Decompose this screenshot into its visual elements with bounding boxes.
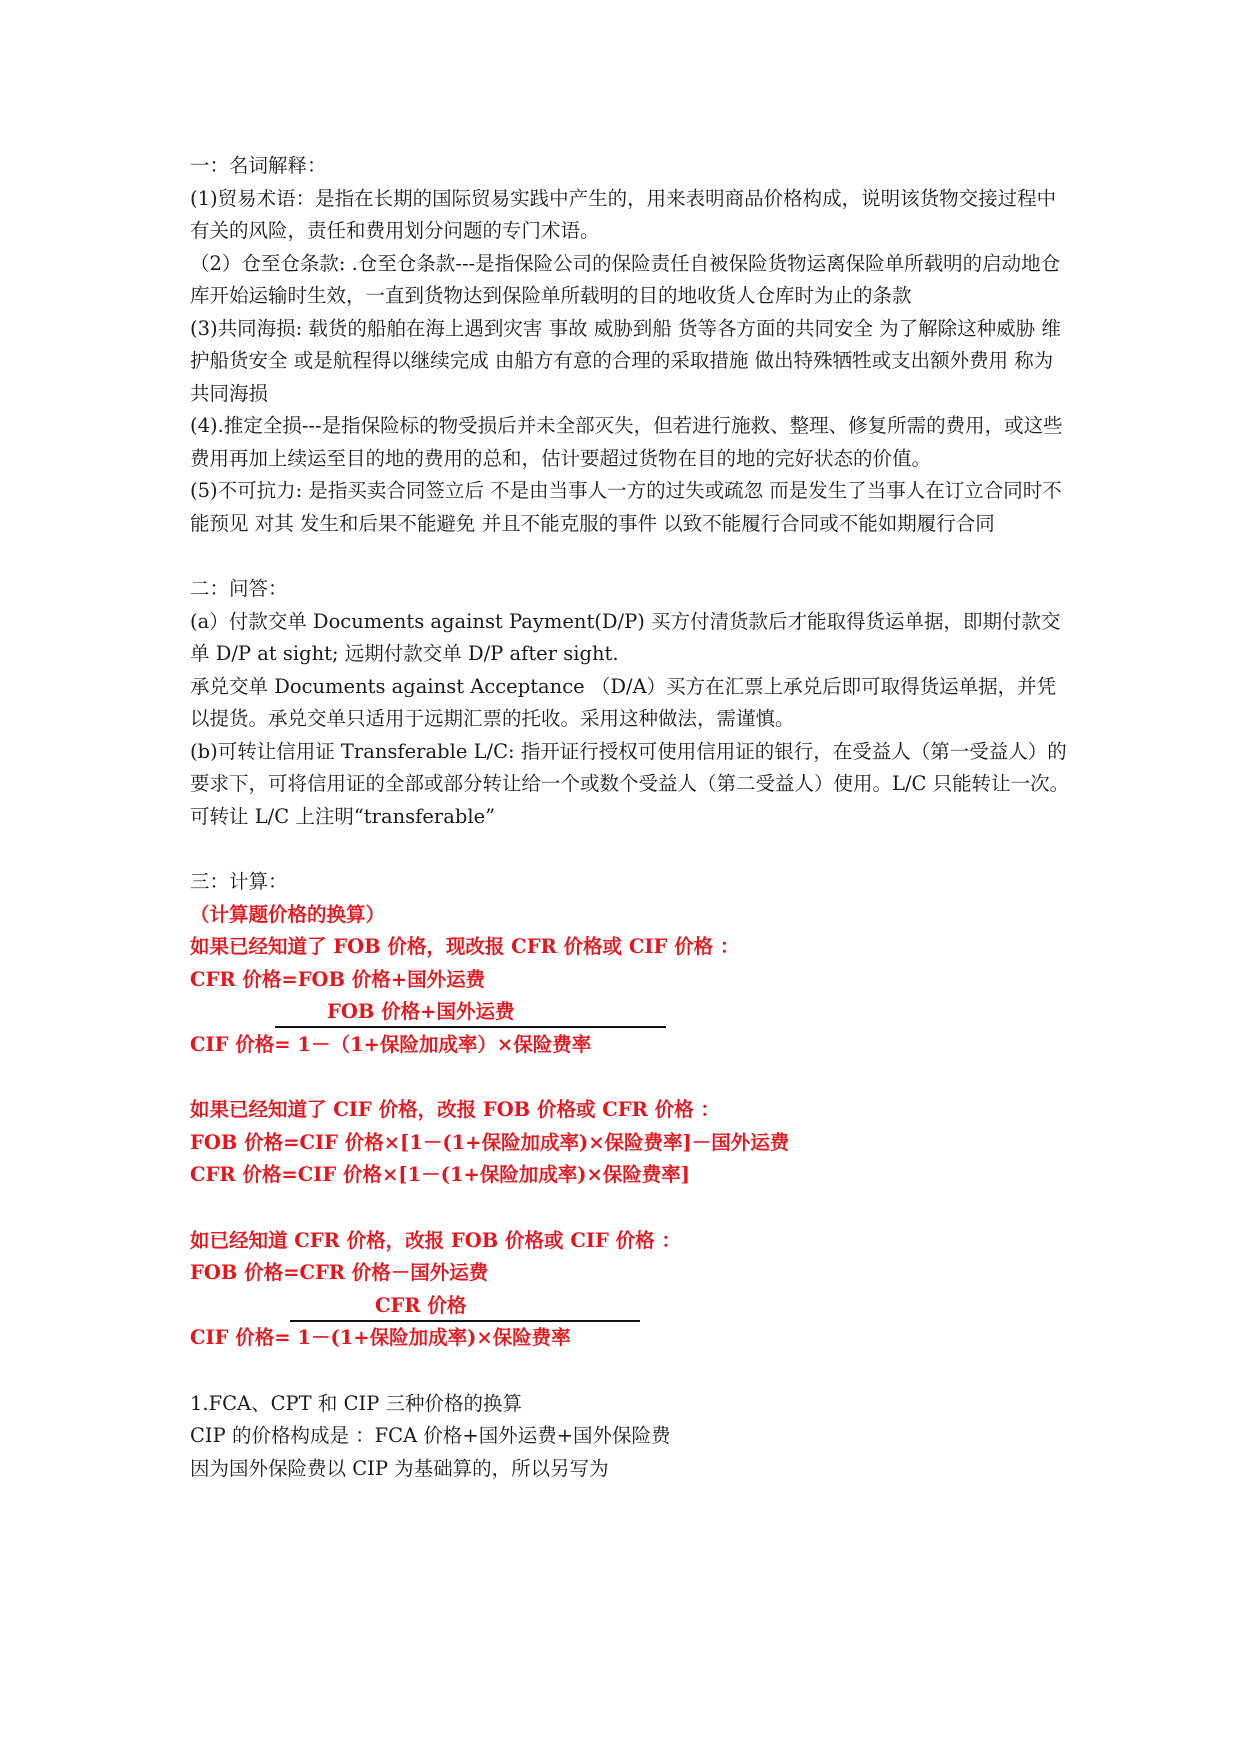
fraction-numerator: FOB 价格+国外运费 bbox=[327, 1000, 515, 1023]
fraction-bar bbox=[290, 1320, 640, 1322]
definition-trade-terms: (1)贸易术语：是指在长期的国际贸易实践中产生的，用来表明商品价格构成，说明该货物交接过程中有关的风险，责任和费用划分问题的专门术语。 bbox=[190, 186, 1057, 242]
answer-transferable-lc: (b)可转让信用证 Transferable L/C: 指开证行授权可使用信用证的银行，在受益人（第一受益人）的要求下，可将信用证的全部或部分转让给一个或数个受益人（第二受益人）使用。L/C 只能转让一次。可转让 L/C 上注明“transferable” bbox=[190, 739, 1070, 828]
formula-cif-from-cfr: CIF 价格= 1－(1+保险加成率)×保险费率 bbox=[190, 1326, 571, 1349]
spacer bbox=[190, 1192, 1070, 1225]
document-body bbox=[190, 150, 1070, 1485]
definition-general-average: (3)共同海损: 载货的船舶在海上遇到灾害 事故 威胁到船 货等各方面的共同安全 为了解除这种威胁 维护船货安全 或是航程得以继续完成 由船方有意的合理的采取措施 做出特殊牺牲或支出额外费用 称为共同海损 bbox=[190, 316, 1061, 405]
formula-fob-from-cif: FOB 价格=CIF 价格×[1－(1+保险加成率)×保险费率]－国外运费 bbox=[190, 1130, 790, 1154]
spacer bbox=[190, 1355, 1070, 1388]
fraction-cif-from-fob-numerator bbox=[190, 996, 1070, 1029]
answer-documents-against-payment: (a）付款交单 Documents against Payment(D/P) 买方付清货款后才能取得货运单据，即期付款交单 D/P at sight; 远期付款交单 D/P after sight. bbox=[190, 609, 1061, 665]
calc-intro-from-cfr: 如已经知道 CFR 价格，改报 FOB 价格或 CIF 价格 ： bbox=[190, 1228, 681, 1252]
section-heading-calculation: 三：计算： bbox=[190, 870, 288, 893]
section-heading-definitions: 一：名词解释： bbox=[190, 154, 327, 177]
spacer bbox=[190, 833, 1070, 866]
definition-constructive-total-loss: (4).推定全损---是指保险标的物受损后并未全部灭失，但若进行施救、整理、修复所需的费用，或这些费用再加上续运至目的地的费用的总和，估计要超过货物在目的地的完好状态的价值。 bbox=[190, 414, 1063, 470]
fraction-bar bbox=[275, 1026, 666, 1028]
definition-warehouse-clause: （2）仓至仓条款: .仓至仓条款---是指保险公司的保险责任自被保险货物运离保险单所载明的启动地仓库开始运输时生效，一直到货物达到保险单所载明的目的地收货人仓库时为止的条款 bbox=[190, 251, 1061, 307]
section-heading-qa: 二：问答： bbox=[190, 577, 288, 600]
definition-force-majeure: (5)不可抗力: 是指买卖合同签立后 不是由当事人一方的过失或疏忽 而是发生了当事人在订立合同时不能预见 对其 发生和后果不能避免 并且不能克服的事件 以致不能履行合同或不能如期履行合同 bbox=[190, 479, 1062, 535]
text-cip-composition: CIP 的价格构成是 ：FCA 价格+国外运费+国外保险费 bbox=[190, 1424, 671, 1447]
formula-cfr-from-fob: CFR 价格=FOB 价格+国外运费 bbox=[190, 967, 486, 991]
fraction-cif-from-cfr-numerator bbox=[190, 1290, 1070, 1323]
spacer bbox=[190, 1061, 1070, 1094]
calc-intro-from-fob: 如果已经知道了 FOB 价格，现改报 CFR 价格或 CIF 价格 ： bbox=[190, 935, 740, 958]
subheading-fca-cpt-cip: 1.FCA、CPT 和 CIP 三种价格的换算 bbox=[190, 1391, 523, 1415]
text-cip-insurance-basis: 因为国外保险费以 CIP 为基础算的，所以另写为 bbox=[190, 1456, 609, 1480]
fraction-numerator: CFR 价格 bbox=[375, 1293, 467, 1317]
formula-fob-from-cfr: FOB 价格=CFR 价格－国外运费 bbox=[190, 1261, 489, 1284]
calc-intro-from-cif: 如果已经知道了 CIF 价格，改报 FOB 价格或 CFR 价格 ： bbox=[190, 1098, 720, 1121]
formula-cif-from-fob: CIF 价格= 1－（1+保险加成率）×保险费率 bbox=[190, 1032, 592, 1056]
formula-cfr-from-cif: CFR 价格=CIF 价格×[1－(1+保险加成率)×保险费率] bbox=[190, 1163, 691, 1186]
spacer bbox=[190, 540, 1070, 573]
answer-documents-against-acceptance: 承兑交单 Documents against Acceptance （D/A）买方在汇票上承兑后即可取得货运单据，并凭以提货。承兑交单只适用于远期汇票的托收。采用这种做法，需谨慎。 bbox=[190, 674, 1057, 730]
calc-title: （计算题价格的换算） bbox=[190, 902, 386, 926]
